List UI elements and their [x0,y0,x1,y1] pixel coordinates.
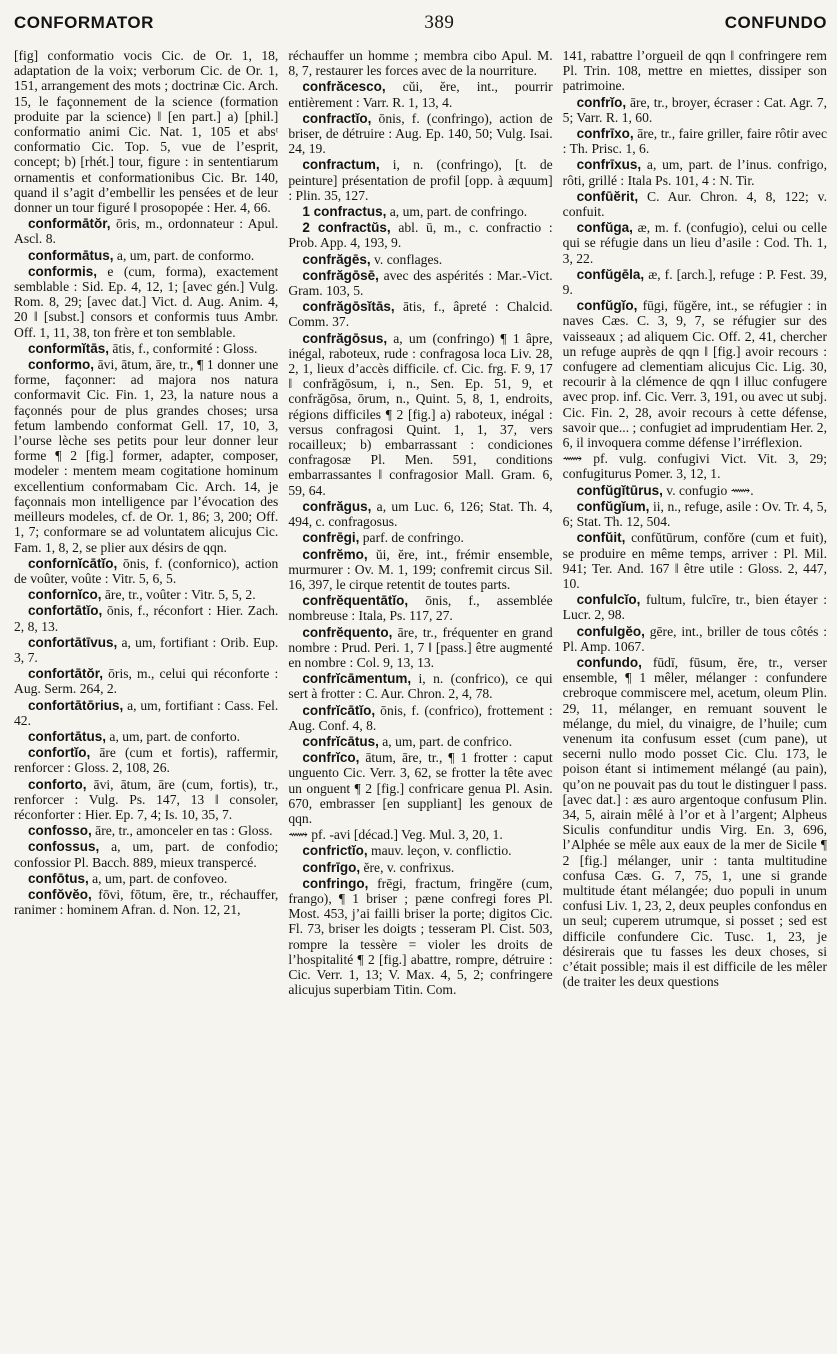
headword: confŭgĭtūrus, [576,482,663,498]
headword: confrĕquentātĭo, [302,593,409,609]
column-1 [14,48,278,1348]
headword: confortātōrius, [28,697,124,713]
headword: confringo, [302,875,369,891]
dictionary-entry [563,530,827,591]
dictionary-entry [563,189,827,219]
dictionary-entry [563,48,827,94]
dictionary-entry [288,625,552,671]
page-number: 389 [424,12,455,33]
headword: confrăgōsē, [302,267,379,283]
headword: confrĭcātĭo, [302,702,376,718]
headword: confŭgĭum, [576,498,650,514]
entry-definition: ātum, āre, tr., ¶ 1 frotter : caput unguento Cic. Verr. 3, 62, se frotter la tête avec un onguent ¶ 2 [fig.] confricare genua Pl. Asin. 670, embrasser [en suppliant] les genoux de qqn. [288,750,553,826]
dictionary-entry [288,750,552,826]
headword: conformātus, [28,247,114,263]
text-columns [14,48,827,1348]
headword: confrăgōsus, [302,330,388,346]
headword: confrictĭo, [302,843,368,859]
entry-definition: fūdī, fūsum, ĕre, tr., verser ensemble, ¶ 1 mêler, mélanger : confundere crebroque commiscere mel, acetum, oleum Plin. 29, 11, mélanger, en remuant souvent le mélange, du miel, du vinaigre, de l’huile; cum venenum ita confusum esset (cum pane), ut secerni nullo modo posset Cic. Clu. 173, le poison étant si intimement mélangé (au pain), qu’on ne pouvait pas du tout le distinguer ‖ pass. [avec dat.] : æs auro argentoque confusum Plin. 34, 5, airain mêlé à l’or et à l’argent; Alpheus Siculis confunditur undis Virg. En. 3, 696, l’Alphée se mêle aux eaux de la mer de Sicile ¶ 2 [fig.] mélanger, unir : tanta multitudine confusa Cæs. G. 7, 75, 1, une si grande multitude étant mélangée; duo populi in unum confusi Liv. 1, 23, 2, deux peuples confondus en un seul; cuperem utrumque, si posset ; sed est difficile confundere Cic. Tusc. 1, 23, je désirerais que tu fasses les deux choses, si c’était possible; mais il est difficile de les mêler (de traiter les deux questions [562,654,827,990]
headword: confŭgĭo, [576,298,638,314]
entry-definition: ii, n., refuge, asile : Ov. Tr. 4, 5, 6; Stat. Th. 12, 504. [562,498,827,530]
dictionary-entry [288,111,552,157]
dictionary-entry [14,887,278,917]
dictionary-entry [563,592,827,622]
headword: confōtus, [28,870,89,886]
headword: conformis, [28,263,98,279]
headword: conforto, [28,776,87,792]
entry-definition: a, um, part. de confoveo. [88,870,228,886]
running-header [14,12,827,42]
dictionary-entry [14,871,278,886]
entry-definition: ŭi, ĕre, int., frémir ensemble, murmurer : Ov. M. 1, 199; confremit circus Sil. 16, 397, le cirque retentit de toutes parts. [288,546,553,592]
dictionary-entry [14,264,278,340]
entry-definition: a, um, part. de conforto. [106,728,241,744]
header-left-guideword: CONFORMATOR [14,13,154,32]
headword: confortātŏr, [28,666,104,682]
headword: confrīxo, [576,126,634,142]
dictionary-entry [563,655,827,989]
headword: confossus, [28,839,100,855]
dictionary-entry [14,839,278,869]
entry-definition: āre, tr., faire griller, faire rôtir avec : Th. Prisc. 1, 6. [562,126,827,157]
dictionary-entry [14,777,278,823]
entry-definition: fūgi, fŭgĕre, int., se réfugier : in naves Cæs. C. 3, 9, 7, se réfugier sur des vaisseaux ; ad aliquem Cic. Off. 2, 41, chercher un refuge auprès de qqn ‖ [fig.] avoir recours : confugere ad clementiam alicujus Cic. Lig. 30, recourir à la clémence de qqn ‖ illuc confugere avec prop. inf. Cic. Verr. 3, 191, ou avec ut subj. Cic. Fin. 2, 28, avoir recours à cette défense, savoir que... ; confugiet ad imprudentiam Her. 2, 6, il invoquera comme défense l’irréflexion. [562,298,827,451]
entry-definition: āre, tr., amonceler en tas : Gloss. [91,823,273,839]
entry-definition: ōnis, f. (confrico), frottement : Aug. Conf. 4, 8. [288,702,553,733]
entry-definition: a, um, fortifiant : Cass. Fel. 42. [14,697,279,728]
dictionary-entry [14,357,278,555]
entry-definition: ōris, m., ordonnateur : Apul. Ascl. 8. [14,216,279,247]
entry-definition: a, um Luc. 6, 126; Stat. Th. 4, 494, c. confragosus. [288,498,553,530]
dictionary-entry [288,827,552,842]
dictionary-entry [288,268,552,298]
entry-definition: fultum, fulcīre, tr., bien étayer : Lucr. 2, 98. [562,592,827,623]
headword: confŏvĕo, [28,886,92,902]
headword: confūĕrit, [576,188,639,204]
dictionary-entry [14,666,278,696]
headword: confrēgi, [302,530,360,546]
dictionary-entry [288,79,552,109]
entry-definition: ōnis, f., assemblée nombreuse : Itala, Ps. 117, 27. [288,593,553,624]
headword: confŭgēla, [576,266,645,282]
headword: conformātŏr, [28,216,111,232]
dictionary-entry [288,547,552,593]
entry-definition: C. Aur. Chron. 4, 8, 122; v. confuit. [562,188,827,220]
headword: confortātus, [28,728,107,744]
headword: confrĭcāmentum, [302,671,412,687]
entry-definition: ōnis, f., réconfort : Hier. Zach. 2, 8, 13. [14,603,279,634]
headword: confrăgōsĭtās, [302,299,395,315]
entry-definition: a, um, part. de conformo. [113,247,255,263]
dictionary-entry [288,157,552,203]
dictionary-entry [288,734,552,749]
dictionary-entry [563,126,827,156]
dictionary-entry [14,635,278,665]
dictionary-entry [563,499,827,529]
headword: confornĭco, [28,587,102,603]
entry-definition: v. confugio ⟿. [662,482,754,498]
dictionary-entry [14,587,278,602]
headword: confundo, [576,654,642,670]
dictionary-entry [14,48,278,215]
dictionary-entry [288,671,552,701]
dictionary-entry [288,48,552,78]
entry-definition: āre (cum et fortis), raffermir, renforcer : Gloss. 2, 108, 26. [14,745,279,776]
headword: confrĭco, [302,750,360,766]
headword: confosso, [28,823,92,839]
dictionary-entry [563,95,827,125]
headword: confrīxus, [576,157,642,173]
dictionary-entry [14,556,278,586]
headword: confrĭo, [576,94,627,110]
entry-definition: ōnis, f. (confornico), action de voûter, voûte : Vitr. 5, 6, 5. [14,555,279,586]
dictionary-entry [288,530,552,545]
entry-definition: āre, tr., fréquenter en grand nombre : Prud. Peri. 1, 7 ‖ [pass.] être augmenté en nombre : Col. 9, 13, 13. [288,624,553,670]
headword: conformo, [28,357,94,373]
headword: confrăcesco, [302,79,386,95]
header-right-guideword: CONFUNDO [724,13,827,32]
headword: confortātīvus, [28,634,118,650]
dictionary-entry [14,216,278,246]
headword: confrăgēs, [302,251,371,267]
entry-definition: ātis, f., conformité : Gloss. [109,340,258,356]
dictionary-entry [14,745,278,775]
entry-definition: cŭi, ĕre, int., pourrir entièrement : Varr. R. 1, 13, 4. [288,79,553,110]
headword: conformĭtās, [28,340,110,356]
entry-definition: a, um, part. de confodio; confossior Pl. Bacch. 889, mieux transpercé. [14,839,279,870]
entry-definition: i, n. (confrico), ce qui sert à frotter : C. Aur. Chron. 2, 4, 78. [288,671,553,702]
entry-definition: ĕre, v. confrixus. [360,859,455,875]
dictionary-entry [14,729,278,744]
entry-definition: āre, tr., broyer, écraser : Cat. Agr. 7, 5; Varr. R. 1, 60. [562,94,827,125]
entry-definition: avec des aspérités : Mar.-Vict. Gram. 103, 5. [288,267,553,299]
headword: confortātĭo, [28,603,103,619]
dictionary-entry [14,248,278,263]
entry-definition: abl. ū, m., c. confractio : Prob. App. 4, 193, 9. [288,220,553,251]
dictionary-entry [288,331,552,498]
dictionary-entry [563,220,827,266]
headword: confrĕquento, [302,624,393,640]
entry-definition: [fig] conformatio vocis Cic. de Or. 1, 18, adaptation de la voix; verborum Cic. de Or. 1, 151, arrangement des mots ; doctrinæ Cic. Arch. 15, le façonnement de la science (formation produite par la science) ‖ [en part.] a) [phil.] conformatio animi Cic. Nat. 1, 105 et absᵗ conformatio Cic. Top. 5, vue de l’esprit, concept; b) [rhét.] tour, figure : in sententiarum ornamentis et conformationibus Cic. Br. 140, quand il s’agit d’embellir les pensées et de leur donner un tour figuré ‖ prosopopée : Her. 4, 66. [14,48,279,216]
headword: 2 confractŭs, [302,220,391,236]
headword: confŭit, [576,530,626,546]
headword: confractĭo, [302,110,372,126]
entry-definition: a, um, part. de l’inus. confrigo, rôti, grillé : Itala Ps. 101, 4 : N. Tir. [562,157,827,188]
dictionary-entry [14,823,278,838]
entry-definition: āre, tr., voûter : Vitr. 5, 5, 2. [101,587,256,603]
headword: confulcĭo, [576,592,641,608]
dictionary-entry [563,451,827,481]
dictionary-entry [14,341,278,356]
entry-definition: mauv. leçon, v. conflictio. [367,843,512,859]
headword: confrīgo, [302,859,361,875]
dictionary-entry [288,843,552,858]
column-2 [288,48,552,1348]
entry-definition: a, um, part. de confrico. [378,733,513,749]
headword: confrĕmo, [302,546,368,562]
entry-definition: ōris, m., celui qui réconforte : Aug. Serm. 264, 2. [14,666,279,697]
dictionary-entry [563,298,827,450]
entry-definition: āvi, ātum, āre, tr., ¶ 1 donner une forme, façonner: ad majora nos natura conformavit Cic. Fin. 1, 23, la nature nous a façonnés pour de plus grandes choses; ursa fetum lambendo conformat Gell. 17, 10, 3, l’ourse lèche ses petits pour leur donner leur forme ¶ 2 [fig.] former, adapter, composer, modeler : mentem meam cogitatione hominum excellentium conformabam Cic. Arch. 14, je façonnais mon intelligence par l’évocation des meilleurs modeles, cf. de Or. 1, 86; 3, 200; Off. 1, 7; conformare se ad voluntatem alicujus Cic. Fam. 1, 8, 2, se plier aux désirs de qqn. [14,357,279,555]
entry-definition: a, um (confringo) ¶ 1 âpre, inégal, raboteux, rude : confragosa loca Liv. 28, 2, 1, lieux d’accès difficile. cf. Cic. frg. F. 9, 17 ‖ confrăgōsum, i, n., Sen. Ep. 51, 9, et confrăgōsa, ōrum, n., Quint. 5, 8, 1, endroits, régions difficiles ¶ 2 [fig.] a) raboteux, inégal : versus confragosi Quint. 1, 1, 37, vers rocailleux; b) embarrassant : condiciones confragosæ Pl. Men. 591, conditions embarrassantes ‖ confragosior Mall. Gram. 6, 59, 64. [288,330,553,498]
entry-definition: āvi, ātum, āre (cum, fortis), tr., renforcer : Vulg. Ps. 147, 13 ‖ consoler, réconforter : Hier. Ep. 7, 4; Is. 10, 35, 7. [14,776,279,822]
entry-definition: æ, m. f. (confugio), celui ou celle qui se réfugie dans un lieu d’asile : Cod. Th. 1, 3, 22. [562,220,827,266]
entry-definition: v. conflages. [370,251,443,267]
dictionary-entry [288,299,552,329]
dictionary-entry [563,157,827,187]
dictionary-entry [563,267,827,297]
entry-definition: réchauffer un homme ; membra cibo Apul. M. 8, 7, restaurer les forces avec de la nourriture. [288,48,553,79]
dictionary-entry [288,204,552,219]
headword: confrăgus, [302,498,372,514]
entry-definition: e (cum, forma), exactement semblable : Sid. Ep. 4, 12, 1; [avec gén.] Vulg. Rom. 8, 29; [avec dat.] Vict. d. Aug. Anim. 4, 20 ‖ [subst.] consors et conformis tuus Ambr. Off. 1, 11, 38, ton frère et ton semblable. [14,263,279,340]
entry-definition: fōvi, fōtum, ēre, tr., réchauffer, ranimer : hominem Afran. d. Non. 12, 21, [14,886,279,918]
dictionary-entry [14,603,278,633]
dictionary-entry [563,624,827,654]
dictionary-entry [288,876,552,998]
column-3 [563,48,827,1348]
entry-definition: a, um, fortifiant : Orib. Eup. 3, 7. [14,634,279,665]
dictionary-entry [14,698,278,728]
entry-definition: 141, rabattre l’orgueil de qqn ‖ confringere rem Pl. Trin. 108, mettre en miettes, dissiper son patrimoine. [562,48,827,94]
entry-definition: ⟿ pf. vulg. confugivi Vict. Vit. 3, 29; confugiturus Pomer. 3, 12, 1. [562,451,827,482]
headword: confŭga, [576,220,633,236]
entry-definition: confŭtūrum, confŏre (cum et fuit), se produire en même temps, arriver : Pl. Mil. 941; Ter. And. 167 ‖ être utile : Gloss. 2, 447, 10. [562,530,827,591]
dictionary-entry [288,220,552,250]
headword: confornĭcātĭo, [28,555,118,571]
entry-definition: ⟿ pf. -avi [décad.] Veg. Mul. 3, 20, 1. [288,827,503,843]
entry-definition: parf. de confringo. [359,530,464,546]
entry-definition: ōnis, f. (confringo), action de briser, de détruire : Aug. Ep. 140, 50; Vulg. Isai. 24, 19. [288,110,553,157]
entry-definition: a, um, part. de confringo. [386,204,528,220]
headword: confrĭcātus, [302,733,379,749]
entry-definition: ātis, f., âpreté : Chalcid. Comm. 37. [288,299,553,330]
entry-definition: æ, f. [arch.], refuge : P. Fest. 39, 9. [562,266,827,298]
entry-definition: gēre, int., briller de tous côtés : Pl. Amp. 1067. [562,623,827,654]
dictionary-entry [288,593,552,623]
dictionary-entry [288,252,552,267]
headword: 1 confractus, [302,204,387,220]
headword: confortĭo, [28,745,91,761]
dictionary-entry [563,483,827,498]
dictionary-entry [288,860,552,875]
entry-definition: frēgi, fractum, fringĕre (cum, frango), ¶ 1 briser ; pæne confregi fores Pl. Most. 453, j’ai failli briser la porte; digitos Cic. Fl. 73, briser les doigts ; tesseram Pl. Cist. 503, rompre la tessère = violer les droits de l’hospitalité ¶ 2 [fig.] abattre, rompre, détruire : Cic. Verr. 1, 13; V. Max. 4, 5, 2; confringere alicujus superbiam Titin. Com. [288,875,553,998]
entry-definition: i, n. (confringo), [t. de peinture] présentation de profil [opp. à æquum] : Plin. 35, 127. [288,157,553,203]
headword: confractum, [302,157,380,173]
dictionary-entry [288,499,552,529]
headword: confulgĕo, [576,623,645,639]
dictionary-entry [288,703,552,733]
